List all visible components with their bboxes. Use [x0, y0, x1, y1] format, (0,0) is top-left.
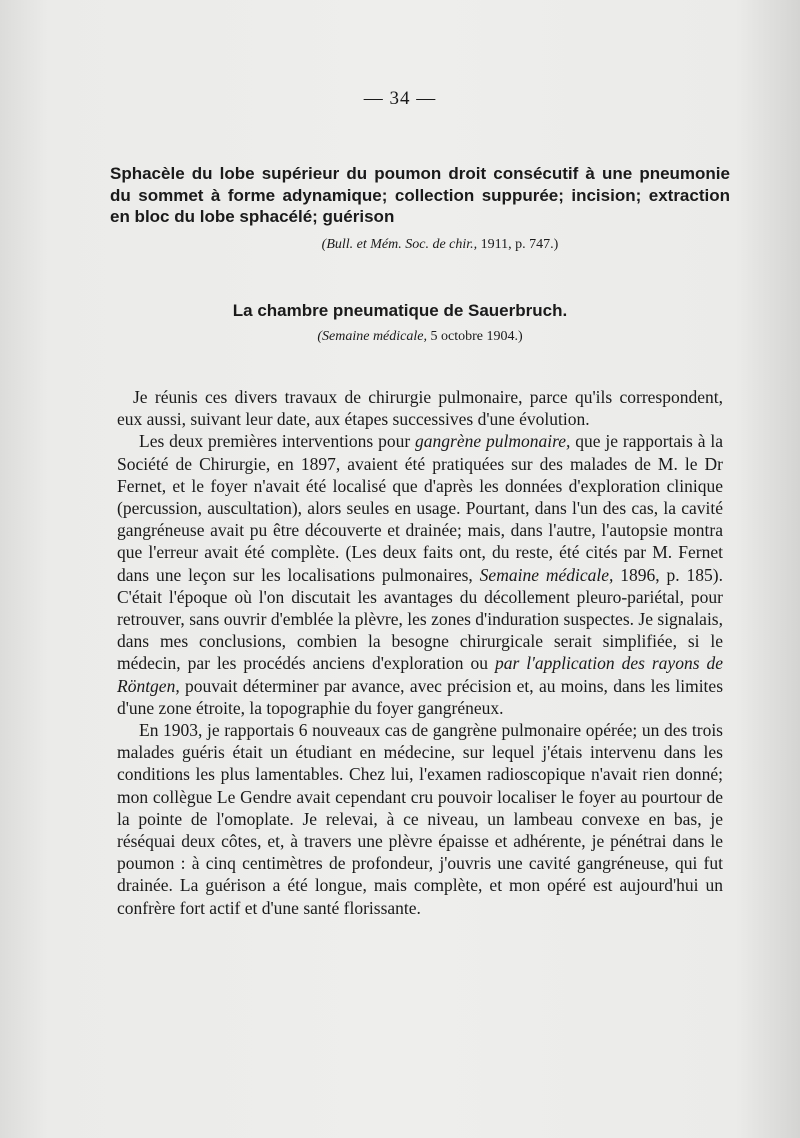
body-text — [117, 386, 723, 919]
paragraph-2-emphasis-2: Semaine médicale, — [479, 564, 614, 585]
section-1-citation-ref: 1911, p. 747.) — [477, 237, 559, 252]
section-2-citation — [20, 328, 800, 346]
section-2-citation-ref: 5 octobre 1904.) — [426, 329, 523, 344]
section-1-title: Sphacèle du lobe supérieur du poumon droit consécutif à une pneumonie du sommet à forme adynamique; collection suppurée; incision; extraction en bloc du lobe sphacélé; guérison — [110, 164, 730, 226]
paragraph-3: En 1903, je rapportais 6 nouveaux cas de gangrène pulmonaire opérée; un des trois malades guéris était un étudiant en médecine, sur lequel j'étais intervenu dans les conditions les plus lamentables. Chez lui, l'examen radioscopique n'avait rien donné; mon collègue Le Gendre avait cependant cru pouvoir localiser le foyer au pourtour de la pointe de l'omoplate. Je relevai, à ce niveau, un lambeau convexe en bas, je réséquai deux côtes, et, à travers une plèvre épaisse et adhérente, je pénétrai dans le poumon : à cinq centimètres de profondeur, j'ouvris une cavité gangréneuse, qui fut drainée. La guérison a été longue, mais complète, et mon opéré est aujourd'hui un confrère fort actif et d'une santé florissante. — [117, 720, 723, 918]
paragraph-1: Je réunis ces divers travaux de chirurgie pulmonaire, parce qu'ils correspondent, eux aussi, suivant leur date, aux étapes successives d'une évolution. — [117, 387, 723, 430]
paragraph-2 — [117, 430, 723, 719]
paragraph-2-emphasis-3: par l'application des rayons de Röntgen, — [117, 653, 723, 696]
paragraph-2-emphasis-1: gangrène pulmonaire, — [415, 431, 571, 452]
page-number: — 34 — — [363, 88, 437, 109]
section-2-title: La chambre pneumatique de Sauerbruch. — [232, 301, 568, 320]
section-2-citation-source: (Semaine médicale, — [317, 329, 427, 344]
paragraph-2-part-d: pouvait déterminer par avance, avec précision et, au moins, dans les limites d'une zone étroite, la topographie du foyer gangréneux. — [117, 675, 723, 718]
paragraph-2-part-a: Les deux premières interventions pour — [139, 431, 416, 452]
section-1-citation — [40, 236, 800, 254]
paragraph-2-part-b: que je rapportais à la Société de Chirurgie, en 1897, avaient été pratiquées sur des malades de M. le Dr Fernet, et le foyer n'avait été localisé que d'après les données d'exploration clinique (percussion, auscultation), alors seules en usage. Pourtant, dans l'un des cas, la cavité gangréneuse avait pu être découverte et drainée; mais, dans l'autre, l'autopsie montra que l'erreur avait été complète. (Les deux faits ont, du reste, été cités par M. Fernet dans une leçon sur les localisations pulmonaires, — [117, 431, 723, 585]
paragraph-2-part-c: 1896, p. 185). C'était l'époque où l'on discutait les avantages du décollement pleuro-pariétal, pour retrouver, sans ouvrir d'emblée la plèvre, les zones d'induration suspectes. Je signalais, dans mes conclusions, combien la besogne chirurgicale serait simplifiée, si le médecin, par les procédés anciens d'exploration ou — [117, 564, 724, 674]
section-1-citation-source: (Bull. et Mém. Soc. de chir., — [321, 237, 478, 252]
